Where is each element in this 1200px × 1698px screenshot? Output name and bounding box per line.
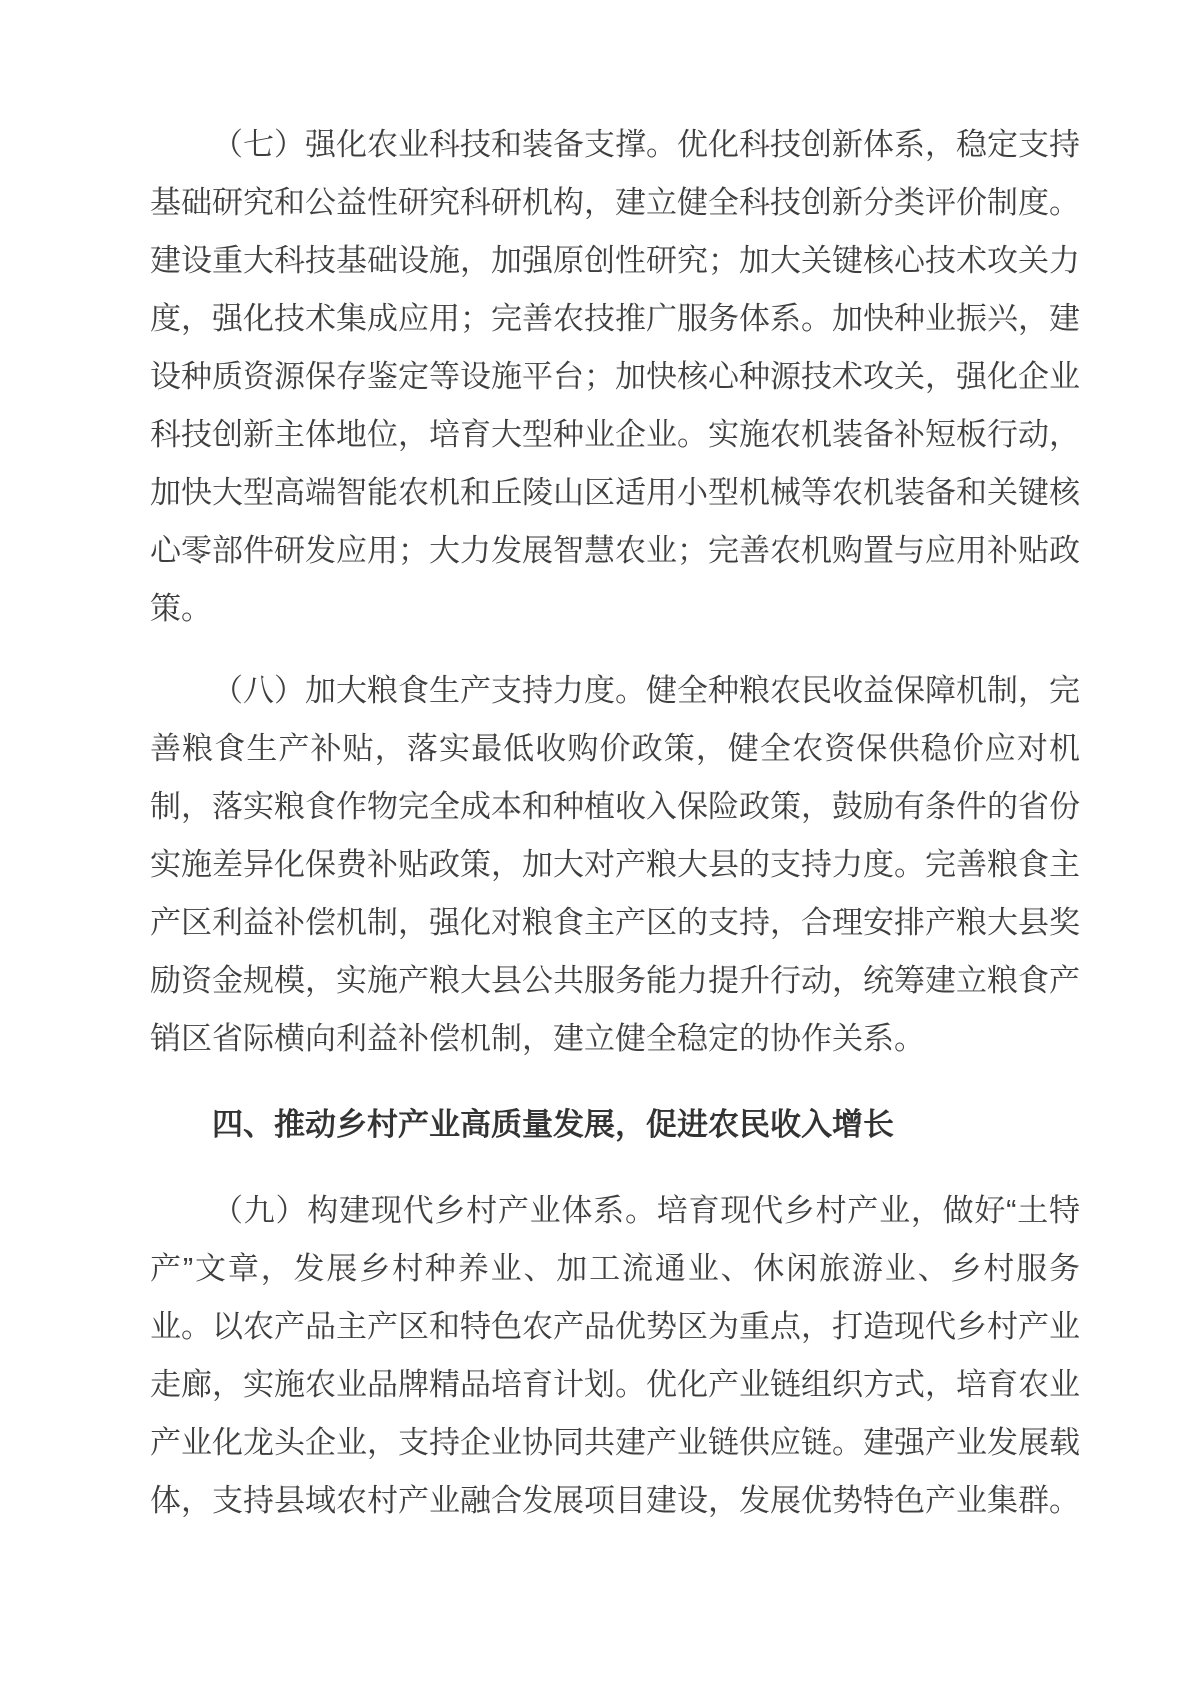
- text-line: 加快大型高端智能农机和丘陵山区适用小型机械等农机装备和关键核: [150, 475, 1080, 510]
- text-line: 产区利益补偿机制，强化对粮食主产区的支持，合理安排产粮大县奖: [150, 905, 1080, 940]
- paragraph-8: [150, 662, 1080, 1068]
- text-line: 设种质资源保存鉴定等设施平台；加快核心种源技术攻关，强化企业: [150, 359, 1080, 394]
- text-line: 实施差异化保费补贴政策，加大对产粮大县的支持力度。完善粮食主: [150, 847, 1080, 882]
- text-line: 走廊，实施农业品牌精品培育计划。优化产业链组织方式，培育农业: [150, 1367, 1080, 1402]
- text-line: 励资金规模，实施产粮大县公共服务能力提升行动，统筹建立粮食产: [150, 963, 1080, 998]
- text-line: 制，落实粮食作物完全成本和种植收入保险政策，鼓励有条件的省份: [150, 789, 1080, 824]
- text-line: （八）加大粮食生产支持力度。健全种粮农民收益保障机制，完: [212, 673, 1080, 708]
- text-line: 善粮食生产补贴，落实最低收购价政策，健全农资保供稳价应对机: [150, 731, 1080, 766]
- text-line: 产”文章，发展乡村种养业、加工流通业、休闲旅游业、乡村服务: [150, 1251, 1080, 1286]
- section-heading-4: [150, 1096, 1080, 1154]
- text-line: 建设重大科技基础设施，加强原创性研究；加大关键核心技术攻关力: [150, 243, 1080, 278]
- paragraph-7: [150, 116, 1080, 638]
- text-line: （九）构建现代乡村产业体系。培育现代乡村产业，做好“土特: [212, 1193, 1080, 1228]
- text-line: 体，支持县域农村产业融合发展项目建设，发展优势特色产业集群。: [150, 1483, 1080, 1518]
- text-line: 科技创新主体地位，培育大型种业企业。实施农机装备补短板行动，: [150, 417, 1080, 452]
- paragraph-9: [150, 1182, 1080, 1530]
- text-line: （七）强化农业科技和装备支撑。优化科技创新体系，稳定支持: [212, 127, 1080, 162]
- heading-line: 四、推动乡村产业高质量发展，促进农民收入增长: [212, 1107, 894, 1142]
- document-body: [150, 116, 1080, 1530]
- text-line: 产业化龙头企业，支持企业协同共建产业链供应链。建强产业发展载: [150, 1425, 1080, 1460]
- text-line: 基础研究和公益性研究科研机构，建立健全科技创新分类评价制度。: [150, 185, 1080, 220]
- text-line: 策。: [150, 591, 212, 626]
- text-line: 心零部件研发应用；大力发展智慧农业；完善农机购置与应用补贴政: [150, 533, 1080, 568]
- text-line: 销区省际横向利益补偿机制，建立健全稳定的协作关系。: [150, 1021, 925, 1056]
- text-line: 度，强化技术集成应用；完善农技推广服务体系。加快种业振兴，建: [150, 301, 1080, 336]
- text-line: 业。以农产品主产区和特色农产品优势区为重点，打造现代乡村产业: [150, 1309, 1080, 1344]
